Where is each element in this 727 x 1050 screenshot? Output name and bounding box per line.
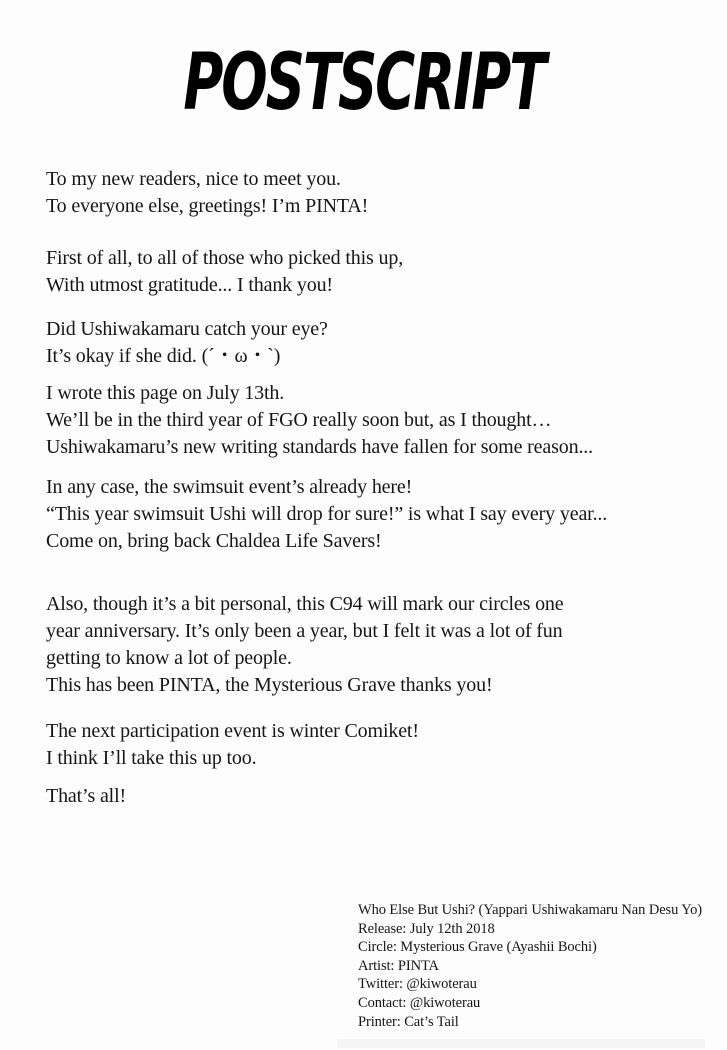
text-line: That’s all! [46, 785, 126, 807]
credit-line-contact: Contact: @kiwoterau [358, 994, 481, 1011]
text-line: To my new readers, nice to meet you. [46, 168, 341, 190]
page-title-text: POSTSCRIPT [182, 38, 544, 128]
scan-artifact [337, 1039, 705, 1048]
text-line: I wrote this page on July 13th. [46, 382, 285, 404]
paragraph-next-event [46, 718, 419, 772]
credits-block [358, 901, 702, 1031]
text-line: To everyone else, greetings! I’m PINTA! [46, 195, 369, 217]
paragraph-ushiwakamaru [46, 316, 328, 370]
text-line: In any case, the swimsuit event’s already here! [46, 476, 413, 498]
page-title [0, 40, 727, 126]
text-line: getting to know a lot of people. [46, 647, 292, 669]
text-line: The next participation event is winter Comiket! [46, 720, 419, 742]
text-line: First of all, to all of those who picked this up, [46, 247, 404, 269]
credit-line-printer: Printer: Cat’s Tail [358, 1013, 459, 1030]
paragraph-anniversary [46, 591, 564, 699]
paragraph-fgo-third-year [46, 380, 593, 461]
text-line: year anniversary. It’s only been a year, but I felt it was a lot of fun [46, 620, 563, 642]
paragraph-greeting [46, 166, 368, 220]
text-line: “This year swimsuit Ushi will drop for sure!” is what I say every year... [46, 503, 608, 525]
text-line: Come on, bring back Chaldea Life Savers! [46, 530, 382, 552]
text-line: Also, though it’s a bit personal, this C94 will mark our circles one [46, 593, 564, 615]
credit-line-circle: Circle: Mysterious Grave (Ayashii Bochi) [358, 939, 597, 956]
text-line: Did Ushiwakamaru catch your eye? [46, 318, 328, 340]
credit-line-artist: Artist: PINTA [358, 957, 439, 974]
paragraph-gratitude [46, 245, 403, 299]
text-line: We’ll be in the third year of FGO really soon but, as I thought… [46, 409, 552, 431]
credit-line-title: Who Else But Ushi? (Yappari Ushiwakamaru Nan Desu Yo) [358, 902, 703, 918]
paragraph-swimsuit-event [46, 474, 607, 555]
paragraph-closing [46, 783, 126, 810]
text-line: I think I’ll take this up too. [46, 747, 257, 769]
text-line: Ushiwakamaru’s new writing standards have fallen for some reason... [46, 436, 594, 458]
text-line: It’s okay if she did. (´・ω・`) [46, 345, 281, 367]
credit-line-twitter: Twitter: @kiwoterau [358, 976, 477, 993]
text-line: With utmost gratitude... I thank you! [46, 274, 333, 296]
text-line: This has been PINTA, the Mysterious Grave thanks you! [46, 674, 493, 696]
credit-line-release: Release: July 12th 2018 [358, 920, 495, 937]
